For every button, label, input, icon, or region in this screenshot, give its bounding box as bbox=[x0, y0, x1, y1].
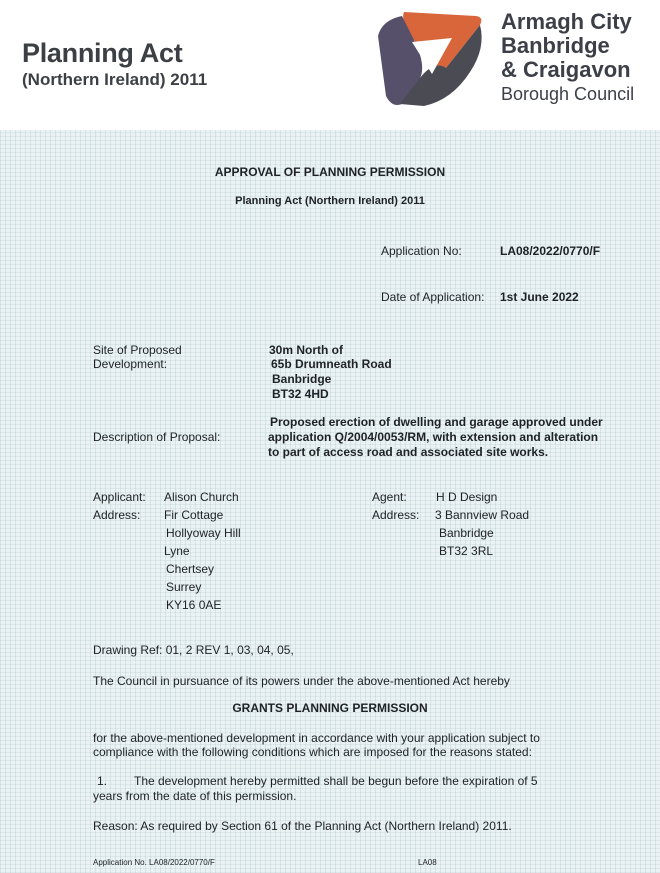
agent-label: Agent: bbox=[372, 490, 407, 504]
council-line-3: & Craigavon bbox=[501, 57, 631, 82]
applicant-address-line: Fir Cottage bbox=[164, 508, 224, 522]
site-line: BT32 4HD bbox=[272, 387, 329, 401]
condition-number: 1. bbox=[97, 774, 108, 788]
act-title: Planning Act bbox=[22, 38, 183, 68]
conditions-intro-line: for the above-mentioned development in accordance with your application subject to bbox=[93, 731, 540, 745]
council-name bbox=[501, 10, 634, 106]
agent-name: H D Design bbox=[436, 490, 498, 504]
description-label: Description of Proposal: bbox=[93, 430, 221, 444]
agent-address-line: Banbridge bbox=[439, 526, 494, 540]
act-subtitle: (Northern Ireland) 2011 bbox=[22, 70, 208, 89]
date-value: 1st June 2022 bbox=[500, 290, 579, 304]
document-title: APPROVAL OF PLANNING PERMISSION bbox=[214, 165, 446, 179]
council-logo-icon bbox=[374, 8, 486, 108]
site-line: 65b Drumneath Road bbox=[271, 357, 392, 371]
grants-heading: GRANTS PLANNING PERMISSION bbox=[232, 701, 428, 715]
condition-text: The development hereby permitted shall be begun before the expiration of 5 bbox=[134, 774, 538, 788]
site-line: 30m North of bbox=[269, 343, 344, 357]
site-label: Site of Proposed bbox=[93, 343, 182, 357]
applicant-address-label: Address: bbox=[93, 508, 141, 522]
condition-text: years from the date of this permission. bbox=[93, 789, 297, 803]
site-label-2: Development: bbox=[93, 357, 168, 371]
description-line: application Q/2004/0053/RM, with extension and alteration bbox=[268, 430, 599, 444]
document-act: Planning Act (Northern Ireland) 2011 bbox=[235, 195, 425, 207]
applicant-name: Alison Church bbox=[164, 490, 239, 504]
drawing-ref: Drawing Ref: 01, 2 REV 1, 03, 04, 05, bbox=[93, 643, 294, 657]
applicant-address-line: Hollyoway Hill bbox=[166, 526, 241, 540]
applicant-address-line: KY16 0AE bbox=[166, 598, 222, 612]
reason-text: Reason: As required by Section 61 of the Planning Act (Northern Ireland) 2011. bbox=[93, 819, 512, 833]
council-line-1: Armagh City bbox=[501, 9, 632, 34]
council-suffix: Borough Council bbox=[501, 84, 635, 104]
applicant-address-line: Surrey bbox=[166, 580, 202, 594]
date-label: Date of Application: bbox=[381, 290, 485, 304]
site-line: Banbridge bbox=[272, 372, 332, 386]
agent-address-line: 3 Bannview Road bbox=[435, 508, 530, 522]
permission-document bbox=[0, 130, 660, 873]
footer-code: LA08 bbox=[418, 858, 437, 867]
footer-application-no: Application No. LA08/2022/0770/F bbox=[93, 858, 215, 867]
description-line: to part of access road and associated site works. bbox=[268, 445, 549, 459]
agent-address-line: BT32 3RL bbox=[439, 544, 494, 558]
page-header bbox=[0, 0, 660, 130]
applicant-address-line: Chertsey bbox=[166, 562, 215, 576]
description-line: Proposed erection of dwelling and garage approved under bbox=[270, 415, 603, 429]
council-line-2: Banbridge bbox=[501, 33, 610, 58]
application-no-label: Application No: bbox=[381, 244, 462, 258]
applicant-label: Applicant: bbox=[93, 490, 146, 504]
agent-address-label: Address: bbox=[372, 508, 420, 522]
application-no-value: LA08/2022/0770/F bbox=[500, 244, 601, 258]
powers-text: The Council in pursuance of its powers under the above-mentioned Act hereby bbox=[93, 674, 510, 688]
conditions-intro-line: compliance with the following conditions which are imposed for the reasons stated: bbox=[93, 745, 532, 759]
applicant-address-line: Lyne bbox=[164, 544, 190, 558]
